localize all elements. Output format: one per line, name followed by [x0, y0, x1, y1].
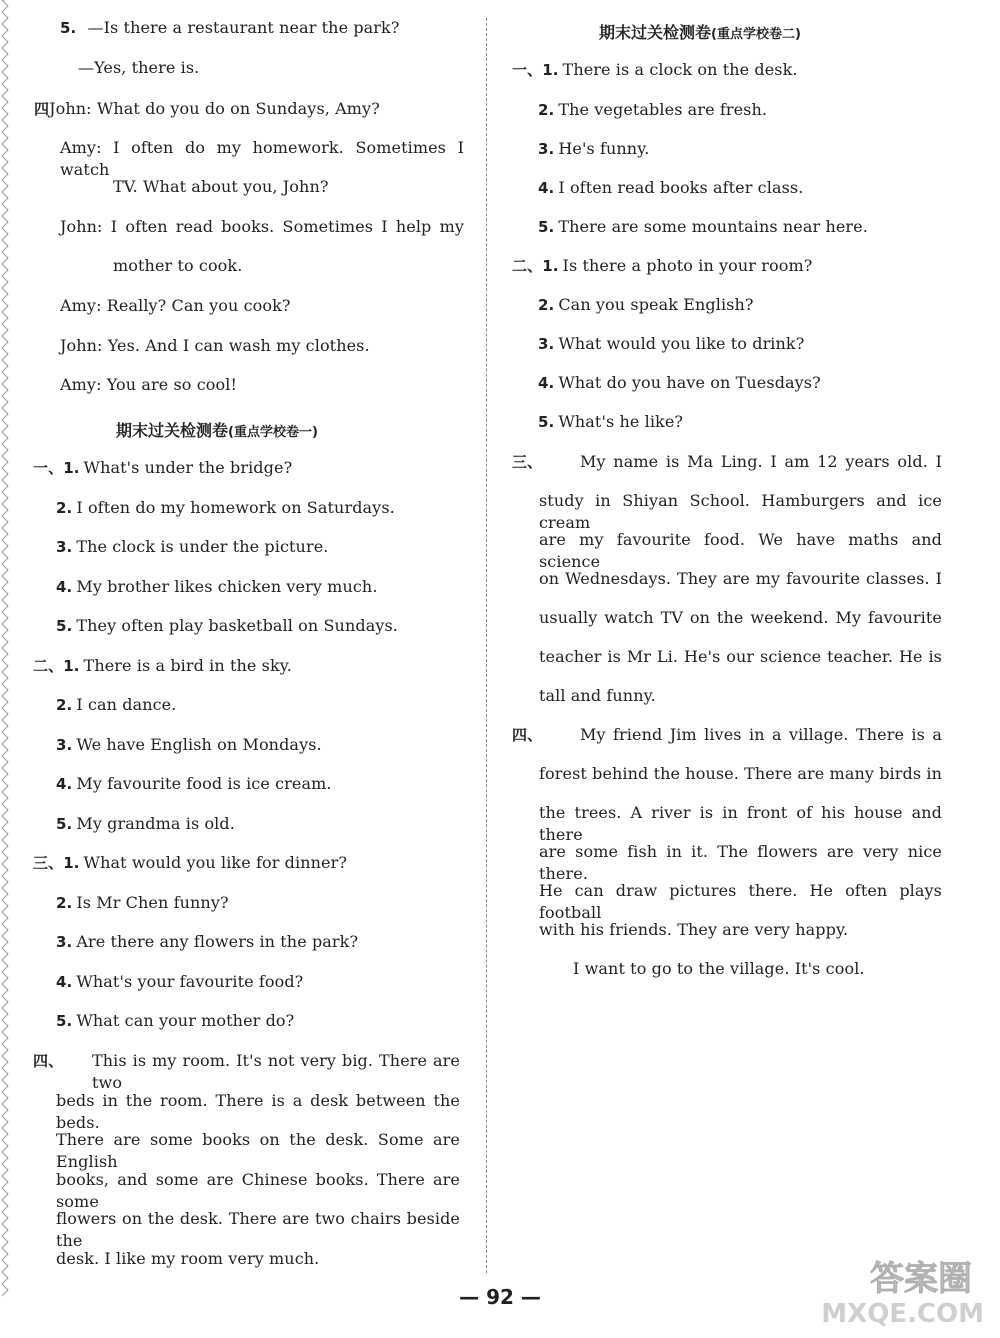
left-answer-item-text: The clock is under the picture.	[76, 537, 329, 556]
right-paragraph4-line	[580, 724, 942, 746]
right-answer-item-text: There are some mountains near here.	[558, 217, 868, 236]
right-answer-item-number: 二、1.	[512, 257, 559, 275]
left-dialogue-line-number: 5.	[60, 19, 77, 37]
left-answer-item-number: 2.	[56, 696, 73, 714]
right-answer-item-text: The vegetables are fresh.	[558, 100, 768, 119]
right-answer-item-text: Can you speak English?	[558, 295, 754, 314]
left-answer-item-number: 5.	[56, 1012, 73, 1030]
right-answer-item-text: There is a clock on the desk.	[562, 60, 798, 79]
left-paragraph-label: 四、	[33, 1052, 64, 1070]
left-dialogue-line	[60, 335, 370, 357]
right-paragraph3-line	[580, 451, 942, 473]
left-paragraph-line	[92, 1050, 460, 1094]
watermark-logo	[772, 1248, 992, 1328]
right-answer-item-number: 2.	[538, 101, 555, 119]
left-paragraph-line-text: This is my room. It's not very big. There are two	[92, 1051, 460, 1092]
left-answer-item-text: What's your favourite food?	[76, 972, 304, 991]
left-paragraph-line-text: There are some books on the desk. Some are English	[56, 1130, 460, 1171]
left-answer-item-text: I often do my homework on Saturdays.	[76, 498, 395, 517]
left-dialogue-line	[113, 176, 329, 198]
left-dialogue-line	[60, 137, 464, 181]
left-answer-item	[33, 852, 347, 874]
right-paragraph4-line	[539, 763, 942, 785]
left-answer-item-number: 3.	[56, 736, 73, 754]
watermark-top-text: 答案圈	[870, 1259, 972, 1299]
left-answer-item	[56, 1010, 294, 1032]
right-answer-item	[538, 411, 683, 433]
left-dialogue-line-text: Amy: I often do my homework. Sometimes I watch	[60, 138, 464, 179]
left-answer-item-text: I can dance.	[76, 695, 177, 714]
left-paragraph-line-text: flowers on the desk. There are two chairs beside the	[56, 1209, 460, 1250]
right-answer-item-text: What would you like to drink?	[558, 334, 805, 353]
left-paragraph-line	[56, 1208, 460, 1252]
right-paragraph4-line-text: forest behind the house. There are many birds in	[539, 764, 942, 783]
right-paragraph4-line-text: the trees. A river is in front of his house and there	[539, 803, 942, 844]
right-paragraph4-line	[539, 880, 942, 924]
right-paragraph3-line-text: study in Shiyan School. Hamburgers and ice cream	[539, 491, 942, 532]
left-dialogue-line	[78, 57, 199, 79]
right-answer-item	[538, 372, 821, 394]
left-dialogue-line-text: Amy: Really? Can you cook?	[60, 296, 291, 315]
watermark-bottom-text: MXQE.COM	[821, 1299, 984, 1328]
left-answer-item-text: What's under the bridge?	[83, 458, 293, 477]
left-dialogue-line	[34, 98, 380, 120]
right-paragraph4-line-text: My friend Jim lives in a village. There is a	[580, 725, 942, 744]
left-answer-item-text: What can your mother do?	[76, 1011, 295, 1030]
right-paragraph4-label: 四、	[512, 726, 543, 744]
left-dialogue-line	[60, 17, 400, 39]
left-answer-item-number: 三、1.	[33, 854, 80, 872]
left-answer-item-number: 4.	[56, 775, 73, 793]
right-paragraph4-line-text: are some fish in it. The flowers are very nice there.	[539, 842, 942, 883]
right-answer-item	[538, 99, 767, 121]
left-answer-item-number: 一、1.	[33, 459, 80, 477]
left-paragraph-line-text: beds in the room. There is a desk between the beds.	[56, 1091, 460, 1132]
right-paragraph3-label: 三、	[512, 453, 543, 471]
left-dialogue-line-text: —Is there a restaurant near the park?	[82, 18, 400, 37]
left-answer-item-number: 3.	[56, 933, 73, 951]
left-dialogue-line	[60, 295, 291, 317]
right-answer-item-number: 一、1.	[512, 61, 559, 79]
column-divider	[486, 18, 487, 1273]
right-answer-item	[512, 59, 798, 81]
left-answer-item-text: They often play basketball on Sundays.	[76, 616, 398, 635]
right-paragraph4-line-text: He can draw pictures there. He often plays football	[539, 881, 942, 922]
right-answer-item-text: I often read books after class.	[558, 178, 804, 197]
right-paragraph3-line	[539, 490, 942, 534]
right-paragraph4-line	[539, 841, 942, 885]
right-paragraph3-line-text: on Wednesdays. They are my favourite classes. I	[539, 569, 942, 588]
right-answer-item-number: 4.	[538, 179, 555, 197]
right-answer-item-text: What's he like?	[558, 412, 684, 431]
left-answer-item	[56, 576, 378, 598]
right-answer-item-text: Is there a photo in your room?	[562, 256, 813, 275]
right-answer-item	[538, 294, 754, 316]
right-paragraph3-line-text: teacher is Mr Li. He's our science teacher. He is	[539, 647, 942, 666]
right-paragraph4-line-text: with his friends. They are very happy.	[539, 920, 849, 939]
left-answer-item-text: Is Mr Chen funny?	[76, 893, 229, 912]
left-dialogue-line-text: John: What do you do on Sundays, Amy?	[49, 99, 380, 118]
left-answer-item	[56, 892, 229, 914]
left-answer-item	[56, 971, 303, 993]
left-dialogue-line-text: Amy: You are so cool!	[60, 375, 237, 394]
right-answer-item-number: 4.	[538, 374, 555, 392]
left-answer-item	[56, 734, 322, 756]
left-dialogue-line-text: TV. What about you, John?	[113, 177, 329, 196]
right-paragraph3-line	[539, 529, 942, 573]
left-section-heading-title: 期末过关检测卷	[116, 421, 229, 440]
right-answer-item-text: What do you have on Tuesdays?	[558, 373, 821, 392]
left-answer-item	[56, 773, 332, 795]
left-section-heading-subtitle: (重点学校卷一)	[228, 425, 318, 440]
left-paragraph-line	[56, 1090, 460, 1134]
right-answer-item	[538, 138, 649, 160]
left-dialogue-line	[113, 255, 242, 277]
right-closing-line	[573, 958, 865, 980]
left-answer-item-text: My brother likes chicken very much.	[76, 577, 378, 596]
left-paragraph-line	[56, 1169, 460, 1213]
right-answer-item	[538, 333, 804, 355]
right-paragraph3-line	[539, 607, 942, 629]
left-answer-item-text: My favourite food is ice cream.	[76, 774, 332, 793]
left-paragraph-line-text: books, and some are Chinese books. There are some	[56, 1170, 460, 1211]
right-closing-line-text: I want to go to the village. It's cool.	[573, 959, 865, 978]
left-answer-item-number: 4.	[56, 578, 73, 596]
left-answer-item-text: There is a bird in the sky.	[83, 656, 292, 675]
left-answer-item-number: 4.	[56, 973, 73, 991]
left-answer-item	[56, 931, 358, 953]
right-paragraph3-line-text: tall and funny.	[539, 686, 656, 705]
right-column	[492, 0, 1000, 1338]
left-answer-item	[56, 536, 328, 558]
left-answer-item-text: We have English on Mondays.	[76, 735, 322, 754]
right-answer-item-number: 3.	[538, 335, 555, 353]
left-answer-item-text: Are there any flowers in the park?	[76, 932, 359, 951]
left-answer-item-number: 3.	[56, 538, 73, 556]
left-answer-item-number: 二、1.	[33, 657, 80, 675]
right-paragraph3-line	[539, 568, 942, 590]
right-paragraph3-line	[539, 646, 942, 668]
left-answer-item	[56, 694, 176, 716]
right-answer-item	[538, 177, 803, 199]
left-dialogue-line-text: John: I often read books. Sometimes I help my	[60, 217, 464, 236]
right-paragraph3-line-text: usually watch TV on the weekend. My favourite	[539, 608, 942, 627]
right-paragraph3-line	[539, 685, 942, 707]
right-answer-item-number: 5.	[538, 218, 555, 236]
left-paragraph-line	[56, 1129, 460, 1173]
left-paragraph-line	[56, 1248, 460, 1270]
right-paragraph3-line-text: are my favourite food. We have maths and science	[539, 530, 942, 571]
left-dialogue-line-number: 四	[34, 100, 50, 118]
left-answer-item	[33, 655, 292, 677]
right-answer-item	[512, 255, 812, 277]
right-section-heading	[599, 20, 801, 43]
right-answer-item-number: 5.	[538, 413, 555, 431]
right-answer-item-number: 2.	[538, 296, 555, 314]
left-answer-item-text: My grandma is old.	[76, 814, 235, 833]
left-answer-item-text: What would you like for dinner?	[83, 853, 348, 872]
left-paragraph-line-text: desk. I like my room very much.	[56, 1249, 320, 1268]
right-paragraph4-line	[539, 919, 942, 941]
right-section-heading-subtitle: (重点学校卷二)	[711, 27, 801, 42]
left-answer-item-number: 2.	[56, 499, 73, 517]
left-answer-item	[56, 497, 395, 519]
left-answer-item-number: 5.	[56, 617, 73, 635]
left-section-heading	[116, 418, 318, 441]
left-answer-item-number: 2.	[56, 894, 73, 912]
left-answer-item	[33, 457, 292, 479]
left-column	[0, 0, 485, 1338]
page-number: — 92 —	[459, 1285, 541, 1309]
left-dialogue-line-text: John: Yes. And I can wash my clothes.	[60, 336, 370, 355]
left-dialogue-line	[60, 374, 237, 396]
left-answer-item-number: 5.	[56, 815, 73, 833]
left-answer-item	[56, 615, 398, 637]
left-dialogue-line-text: mother to cook.	[113, 256, 243, 275]
right-section-heading-title: 期末过关检测卷	[599, 23, 712, 42]
left-answer-item	[56, 813, 235, 835]
left-dialogue-line-text: —Yes, there is.	[78, 58, 200, 77]
right-paragraph3-line-text: My name is Ma Ling. I am 12 years old. I	[580, 452, 942, 471]
right-answer-item-number: 3.	[538, 140, 555, 158]
right-answer-item-text: He's funny.	[558, 139, 650, 158]
right-answer-item	[538, 216, 868, 238]
left-dialogue-line	[60, 216, 464, 238]
right-paragraph4-line	[539, 802, 942, 846]
